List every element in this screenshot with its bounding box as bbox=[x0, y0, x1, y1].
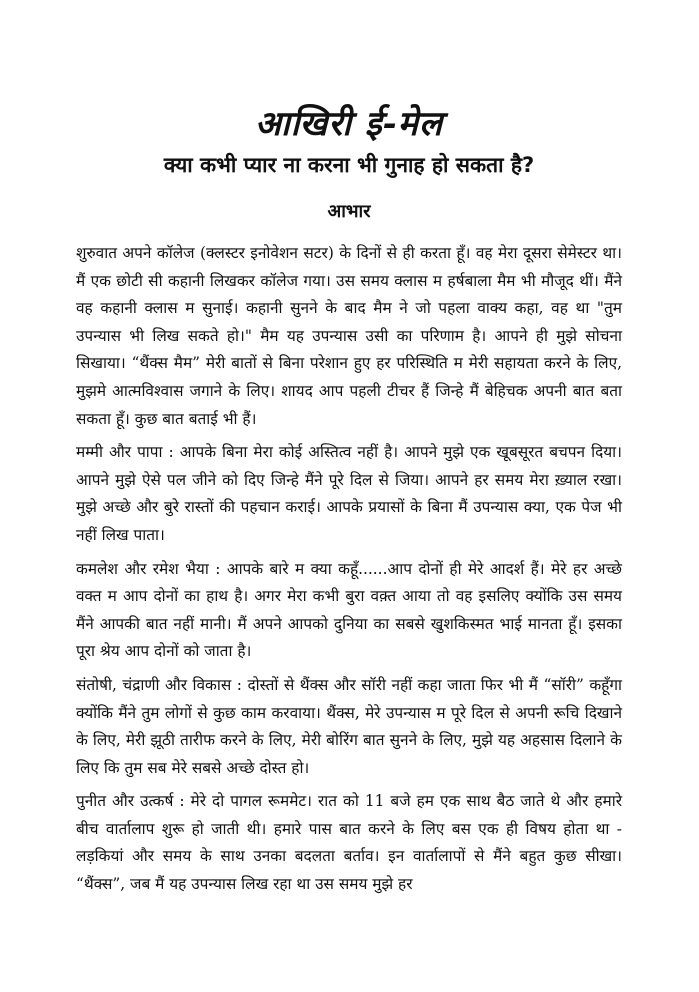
book-page bbox=[76, 100, 622, 905]
paragraph-brothers: कमलेश और रमेश भैया : आपके बारे म क्या कहूँ......आप दोनों ही मेरे आदर्श हैं। मेरे हर अच्छे वक्त म आप दोनों का हाथ है। अगर मेरा कभी बुरा वक़्त आया तो वह इसलिए क्योंकि उस समय मैंने आपकी बात नहीं मानी। मैं अपने आपको दुनिया का सबसे खुशकिस्मत भाई मानता हूँ। इसका पूरा श्रेय आप दोनों को जाता है। bbox=[76, 559, 622, 661]
paragraph-parents: मम्मी और पापा : आपके बिना मेरा कोई अस्तित्व नहीं है। आपने मुझे एक खूबसूरत बचपन दिया। आपने मुझे ऐसे पल जीने को दिए जिन्हे मैंने पूरे दिल से जिया। आपने हर समय मेरा ख़्याल रखा। मुझे अच्छे और बुरे रास्तों की पहचान कराई। आपके प्रयासों के बिना मैं उपन्यास क्या, एक पेज भी नहीं लिख पाता। bbox=[76, 443, 622, 544]
paragraph-intro: शुरुवात अपने कॉलेज (क्लस्टर इनोवेशन सटर) के दिनों से ही करता हूँ। वह मेरा दूसरा सेमेस्टर था। मैं एक छोटी सी कहानी लिखकर कॉलेज गया। उस समय क्लास म हर्षबाला मैम भी मौजूद थीं। मैंने वह कहानी क्लास म सुनाई। कहानी सुनने के बाद मैम ने जो पहला वाक्य कहा, वह था "तुम उपन्यास भी लिख सकते हो।" मैम यह उपन्यास उसी का परिणाम है। आपने ही मुझे सोचना सिखाया। “थैंक्स मैम” मेरी बातों से बिना परेशान हुए हर परिस्थिति म मेरी सहायता करने के लिए, मुझमे आत्मविश्वास जगाने के लिए। शायद आप पहली टीचर हैं जिन्हे मैं बेहिचक अपनी बात बता सकता हूँ। कुछ बात बताई भी हैं। bbox=[76, 244, 622, 428]
section-heading: आभार bbox=[327, 201, 371, 222]
paragraph-roommates: पुनीत और उत्कर्ष : मेरे दो पागल रूममेट। रात को 11 बजे हम एक साथ बैठ जाते थे और हमारे बीच वार्तालाप शुरू हो जाती थी। हमारे पास बात करने के लिए बस एक ही विषय होता था - लड़कियां और समय के साथ उनका बदलता बर्ताव। इन वार्तालापों से मैंने बहुत कुछ सीखा। “थैंक्स”, जब मैं यह उपन्यास लिख रहा था उस समय मुझे हर bbox=[76, 792, 622, 894]
book-subtitle: क्या कभी प्यार ना करना भी गुनाह हो सकता है? bbox=[163, 153, 535, 177]
paragraph-friends: संतोषी, चंद्राणी और विकास : दोस्तों से थैंक्स और सॉरी नहीं कहा जाता फिर भी मैं “सॉरी” कहूँगा क्योंकि मैंने तुम लोगों से कुछ काम करवाया। थैंक्स, मेरे उपन्यास म पूरे दिल से अपनी रूचि दिखाने के लिए, मेरी झूठी तारीफ करने के लिए, मेरी बोरिंग बात सुनने के लिए, मुझे यह अहसास दिलाने के लिए कि तुम सब मेरे सबसे अच्छे दोस्त हो। bbox=[76, 675, 622, 777]
book-title: आखिरी ई-मेल bbox=[254, 104, 444, 144]
